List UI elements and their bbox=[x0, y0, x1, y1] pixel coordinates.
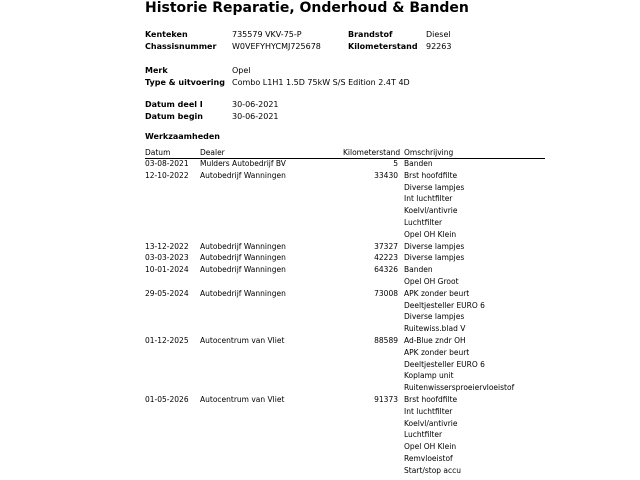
table-row bbox=[0, 312, 640, 324]
row-dealer: Autobedrijf Wanningen bbox=[200, 241, 286, 251]
table-row bbox=[0, 289, 640, 301]
table-header bbox=[145, 148, 545, 159]
section-title: Werkzaamheden bbox=[145, 132, 220, 141]
row-kilometerstand: 64326 bbox=[374, 265, 398, 275]
row-omschrijving: Diverse lampjes bbox=[404, 253, 465, 263]
table-row bbox=[0, 371, 640, 383]
table-row bbox=[0, 171, 640, 183]
table-row bbox=[0, 407, 640, 419]
row-date: 12-10-2022 bbox=[145, 170, 189, 180]
row-omschrijving: Luchtfilter bbox=[404, 430, 443, 440]
header-kilometerstand: Kilometerstand bbox=[343, 148, 401, 157]
page-title: Historie Reparatie, Onderhoud & Banden bbox=[145, 0, 469, 16]
table-row bbox=[0, 253, 640, 265]
row-omschrijving: Opel OH Klein bbox=[404, 229, 457, 239]
table-row bbox=[0, 430, 640, 442]
row-omschrijving: Koplamp unit bbox=[404, 371, 454, 381]
table-row bbox=[0, 218, 640, 230]
kenteken-label: Kenteken bbox=[145, 30, 188, 39]
row-date: 29-05-2024 bbox=[145, 288, 189, 298]
type-value: Combo L1H1 1.5D 75kW S/S Edition 2.4T 4D bbox=[232, 78, 410, 87]
kenteken-value: 735579 VKV-75-P bbox=[232, 30, 302, 39]
row-dealer: Autobedrijf Wanningen bbox=[200, 170, 286, 180]
row-omschrijving: Koelvl/antivrie bbox=[404, 206, 458, 216]
table-row bbox=[0, 183, 640, 195]
row-omschrijving: Int luchtfilter bbox=[404, 406, 453, 416]
row-kilometerstand: 42223 bbox=[374, 253, 398, 263]
kilometerstand-value: 92263 bbox=[426, 42, 452, 51]
row-omschrijving: Koelvl/antivrie bbox=[404, 418, 458, 428]
row-omschrijving: Luchtfilter bbox=[404, 218, 443, 227]
row-kilometerstand: 73008 bbox=[374, 288, 398, 298]
table-row bbox=[0, 265, 640, 277]
datum-deel1-label: Datum deel I bbox=[145, 100, 203, 109]
datum-begin-value: 30-06-2021 bbox=[232, 112, 279, 121]
table-row bbox=[0, 206, 640, 218]
header-datum: Datum bbox=[145, 148, 171, 157]
row-omschrijving: Remvloeistof bbox=[404, 454, 453, 463]
row-date: 01-05-2026 bbox=[145, 395, 189, 404]
row-dealer: Autocentrum van Vliet bbox=[200, 395, 285, 404]
table-row bbox=[0, 301, 640, 313]
row-omschrijving: Int luchtfilter bbox=[404, 194, 453, 204]
table-row bbox=[0, 230, 640, 242]
row-date: 03-03-2023 bbox=[145, 253, 189, 263]
row-omschrijving: Brst hoofdfilte bbox=[404, 395, 458, 404]
row-omschrijving: Ad-Blue zndr OH bbox=[404, 336, 466, 345]
merk-value: Opel bbox=[232, 66, 251, 75]
row-omschrijving: Diverse lampjes bbox=[404, 241, 465, 251]
table-row bbox=[0, 466, 640, 478]
chassis-label: Chassisnummer bbox=[145, 42, 217, 51]
table-row bbox=[0, 419, 640, 431]
row-kilometerstand: 91373 bbox=[374, 395, 398, 404]
table-row bbox=[0, 159, 640, 171]
row-omschrijving: Opel OH Klein bbox=[404, 442, 457, 452]
row-omschrijving: Brst hoofdfilte bbox=[404, 170, 458, 180]
row-omschrijving: Banden bbox=[404, 159, 433, 168]
row-date: 01-12-2025 bbox=[145, 336, 189, 345]
table-row bbox=[0, 336, 640, 348]
datum-deel1-value: 30-06-2021 bbox=[232, 100, 279, 109]
table-row bbox=[0, 454, 640, 466]
table-row bbox=[0, 348, 640, 360]
row-omschrijving: Diverse lampjes bbox=[404, 182, 465, 192]
row-omschrijving: Ruitenwissersproeiervloeistof bbox=[404, 383, 515, 393]
row-date: 10-01-2024 bbox=[145, 265, 189, 275]
row-dealer: Autobedrijf Wanningen bbox=[200, 265, 286, 275]
row-date: 03-08-2021 bbox=[145, 159, 189, 168]
row-kilometerstand: 33430 bbox=[374, 170, 398, 180]
row-omschrijving: Diverse lampjes bbox=[404, 312, 465, 322]
row-omschrijving: Deeltjesteller EURO 6 bbox=[404, 359, 485, 369]
row-omschrijving: Start/stop accu bbox=[404, 465, 462, 475]
table-row bbox=[0, 242, 640, 254]
row-omschrijving: Ruitewiss.blad V bbox=[404, 324, 466, 334]
brandstof-value: Diesel bbox=[426, 30, 451, 39]
brandstof-label: Brandstof bbox=[348, 30, 393, 39]
header-dealer: Dealer bbox=[200, 148, 225, 157]
header-omschrijving: Omschrijving bbox=[404, 148, 454, 157]
row-omschrijving: Opel OH Groot bbox=[404, 277, 459, 286]
row-dealer: Autocentrum van Vliet bbox=[200, 336, 285, 345]
table-row bbox=[0, 324, 640, 336]
table-row bbox=[0, 442, 640, 454]
row-kilometerstand: 5 bbox=[393, 159, 398, 168]
chassis-value: W0VEFYHYCMJ725678 bbox=[232, 42, 321, 51]
table-row bbox=[0, 395, 640, 407]
row-omschrijving: Banden bbox=[404, 265, 433, 275]
datum-begin-label: Datum begin bbox=[145, 112, 203, 121]
table-row bbox=[0, 277, 640, 289]
row-kilometerstand: 37327 bbox=[374, 241, 398, 251]
type-label: Type & uitvoering bbox=[145, 78, 225, 87]
row-date: 13-12-2022 bbox=[145, 241, 189, 251]
row-dealer: Mulders Autobedrijf BV bbox=[200, 159, 286, 168]
table-row bbox=[0, 383, 640, 395]
table-row bbox=[0, 360, 640, 372]
row-kilometerstand: 88589 bbox=[374, 336, 398, 345]
merk-label: Merk bbox=[145, 66, 168, 75]
row-dealer: Autobedrijf Wanningen bbox=[200, 253, 286, 263]
row-dealer: Autobedrijf Wanningen bbox=[200, 288, 286, 298]
row-omschrijving: APK zonder beurt bbox=[404, 288, 470, 298]
table-row bbox=[0, 194, 640, 206]
row-omschrijving: APK zonder beurt bbox=[404, 347, 470, 357]
row-omschrijving: Deeltjesteller EURO 6 bbox=[404, 300, 485, 310]
kilometerstand-label: Kilometerstand bbox=[348, 42, 418, 51]
